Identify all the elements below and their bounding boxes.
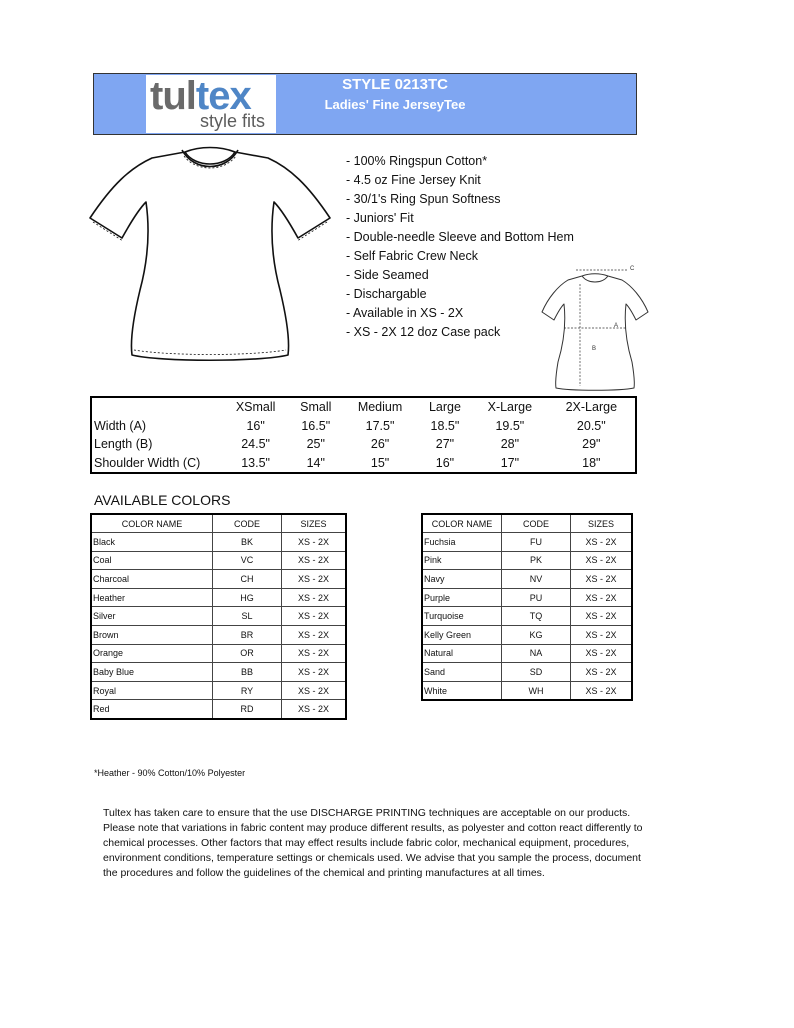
size-row bbox=[92, 435, 635, 454]
color-row bbox=[91, 681, 346, 700]
feature-item: - Side Seamed bbox=[346, 268, 429, 282]
color-name: Baby Blue bbox=[91, 663, 213, 682]
size-cell: 17" bbox=[500, 455, 520, 470]
color-code: PK bbox=[502, 551, 571, 570]
color-name: Orange bbox=[91, 644, 213, 663]
size-cell: 16" bbox=[435, 455, 455, 470]
label-b: B bbox=[592, 346, 597, 352]
color-row bbox=[91, 700, 346, 719]
color-name: Natural bbox=[422, 644, 502, 663]
color-name: Royal bbox=[91, 681, 213, 700]
feature-item: - Juniors' Fit bbox=[346, 211, 414, 225]
feature-item: - Available in XS - 2X bbox=[346, 306, 464, 320]
size-header-cell: XSmall bbox=[235, 400, 276, 415]
color-code: KG bbox=[502, 625, 571, 644]
size-cell: 27" bbox=[435, 437, 455, 452]
color-row bbox=[91, 625, 346, 644]
color-row bbox=[422, 533, 632, 552]
color-sizes: XS - 2X bbox=[571, 570, 633, 589]
color-code: FU bbox=[502, 533, 571, 552]
color-name: Navy bbox=[422, 570, 502, 589]
color-sizes: XS - 2X bbox=[571, 663, 633, 682]
size-cell: 17.5" bbox=[365, 418, 395, 433]
size-header-cell bbox=[92, 398, 222, 417]
size-header-cell: 2X-Large bbox=[565, 400, 618, 415]
color-row bbox=[91, 607, 346, 626]
size-cell: 16" bbox=[246, 418, 265, 433]
color-sizes: XS - 2X bbox=[571, 607, 633, 626]
color-row bbox=[422, 663, 632, 682]
color-code: CH bbox=[213, 570, 282, 589]
color-code: WH bbox=[502, 681, 571, 700]
color-row bbox=[422, 607, 632, 626]
color-code: RY bbox=[213, 681, 282, 700]
color-sizes: XS - 2X bbox=[571, 625, 633, 644]
color-sizes: XS - 2X bbox=[571, 588, 633, 607]
color-code: BR bbox=[213, 625, 282, 644]
color-sizes: XS - 2X bbox=[571, 533, 633, 552]
size-header-row bbox=[92, 398, 635, 417]
size-row-label: Width (A) bbox=[94, 418, 147, 433]
feature-item: - Dischargable bbox=[346, 287, 427, 301]
color-row bbox=[91, 533, 346, 552]
color-name: Silver bbox=[91, 607, 213, 626]
color-code-header: CODE bbox=[502, 514, 571, 533]
color-code: PU bbox=[502, 588, 571, 607]
color-table-left bbox=[90, 513, 347, 720]
color-code: NV bbox=[502, 570, 571, 589]
size-header-cell: Medium bbox=[357, 400, 403, 415]
color-code: VC bbox=[213, 551, 282, 570]
color-name: Sand bbox=[422, 663, 502, 682]
size-cell: 24.5" bbox=[241, 437, 270, 452]
color-sizes: XS - 2X bbox=[571, 551, 633, 570]
discharge-disclaimer: Tultex has taken care to ensure that the use DISCHARGE PRINTING techniques are acceptable on our products. Please note that variations in fabric content may produce different results, as polyester and cotton react differently to chemical processes. Other factors that may effect results include fabric color, mechanical equipment, procedures, environment conditions, temperature settings or chemicals used. We advise that you sample the process, document the procedures and follow the guidelines of the chemical and printing manufactures at all times. bbox=[103, 807, 643, 879]
color-row bbox=[422, 570, 632, 589]
size-cell: 25" bbox=[306, 437, 325, 452]
label-a: A bbox=[614, 323, 619, 329]
product-name: Ladies' Fine JerseyTee bbox=[324, 97, 466, 112]
color-name: Turquoise bbox=[422, 607, 502, 626]
feature-item: - 100% Ringspun Cotton* bbox=[346, 154, 488, 168]
size-cell: 19.5" bbox=[495, 418, 525, 433]
feature-item: - XS - 2X 12 doz Case pack bbox=[346, 325, 501, 339]
color-sizes: XS - 2X bbox=[282, 570, 347, 589]
color-sizes: XS - 2X bbox=[282, 551, 347, 570]
logo-wordmark: tultex bbox=[150, 74, 251, 118]
size-row bbox=[92, 417, 635, 436]
size-row-label: Length (B) bbox=[94, 437, 153, 452]
size-chart bbox=[90, 396, 637, 474]
colors-heading: AVAILABLE COLORS bbox=[94, 492, 231, 508]
measurement-diagram-icon bbox=[540, 262, 650, 392]
logo-tagline: style fits bbox=[200, 111, 266, 131]
size-cell: 18.5" bbox=[430, 418, 460, 433]
fabric-footnote: *Heather - 90% Cotton/10% Polyester bbox=[94, 768, 246, 778]
size-header-cell: X-Large bbox=[487, 400, 533, 415]
color-code: BK bbox=[213, 533, 282, 552]
color-code: OR bbox=[213, 644, 282, 663]
color-sizes: XS - 2X bbox=[282, 663, 347, 682]
color-code: NA bbox=[502, 644, 571, 663]
color-header-row bbox=[91, 514, 346, 533]
color-name: Red bbox=[91, 700, 213, 719]
color-sizes: XS - 2X bbox=[282, 681, 347, 700]
color-sizes-header: SIZES bbox=[571, 514, 633, 533]
color-row bbox=[422, 551, 632, 570]
size-cell: 20.5" bbox=[576, 418, 606, 433]
size-header-cell: Large bbox=[428, 400, 461, 415]
color-name: Black bbox=[91, 533, 213, 552]
color-row bbox=[91, 644, 346, 663]
color-name: Brown bbox=[91, 625, 213, 644]
color-sizes: XS - 2X bbox=[282, 644, 347, 663]
feature-item: - Self Fabric Crew Neck bbox=[346, 249, 478, 263]
size-cell: 28" bbox=[500, 437, 520, 452]
color-sizes: XS - 2X bbox=[571, 681, 633, 700]
color-name-header: COLOR NAME bbox=[91, 514, 213, 533]
size-cell: 15" bbox=[370, 455, 390, 470]
label-c: C bbox=[630, 266, 635, 272]
color-code: RD bbox=[213, 700, 282, 719]
color-name: Fuchsia bbox=[422, 533, 502, 552]
color-name: Pink bbox=[422, 551, 502, 570]
color-name: Charcoal bbox=[91, 570, 213, 589]
feature-item: - Double-needle Sleeve and Bottom Hem bbox=[346, 230, 574, 244]
feature-item: - 30/1's Ring Spun Softness bbox=[346, 192, 501, 206]
color-row bbox=[91, 588, 346, 607]
color-row bbox=[422, 625, 632, 644]
size-cell: 26" bbox=[370, 437, 390, 452]
style-number: STYLE 0213TC bbox=[342, 76, 448, 93]
color-code: SD bbox=[502, 663, 571, 682]
color-header-row bbox=[422, 514, 632, 533]
size-row bbox=[92, 454, 635, 473]
color-name: Heather bbox=[91, 588, 213, 607]
color-row bbox=[422, 588, 632, 607]
size-cell: 14" bbox=[306, 455, 325, 470]
size-cell: 13.5" bbox=[241, 455, 270, 470]
color-code-header: CODE bbox=[213, 514, 282, 533]
color-code: BB bbox=[213, 663, 282, 682]
color-row bbox=[422, 644, 632, 663]
color-code: HG bbox=[213, 588, 282, 607]
color-sizes: XS - 2X bbox=[571, 644, 633, 663]
size-cell: 16.5" bbox=[301, 418, 331, 433]
color-code: SL bbox=[213, 607, 282, 626]
color-name: Coal bbox=[91, 551, 213, 570]
color-row bbox=[422, 681, 632, 700]
color-sizes: XS - 2X bbox=[282, 607, 347, 626]
color-sizes: XS - 2X bbox=[282, 588, 347, 607]
size-cell: 29" bbox=[582, 437, 601, 452]
feature-item: - 4.5 oz Fine Jersey Knit bbox=[346, 173, 481, 187]
color-sizes: XS - 2X bbox=[282, 625, 347, 644]
color-name: Purple bbox=[422, 588, 502, 607]
color-table-right bbox=[421, 513, 633, 701]
color-row bbox=[91, 663, 346, 682]
color-name: Kelly Green bbox=[422, 625, 502, 644]
color-sizes: XS - 2X bbox=[282, 700, 347, 719]
tshirt-front-icon bbox=[90, 140, 330, 365]
size-header-cell: Small bbox=[300, 400, 332, 415]
color-sizes: XS - 2X bbox=[282, 533, 347, 552]
color-sizes-header: SIZES bbox=[282, 514, 347, 533]
color-name: White bbox=[422, 681, 502, 700]
size-cell: 18" bbox=[582, 455, 601, 470]
color-name-header: COLOR NAME bbox=[422, 514, 502, 533]
color-code: TQ bbox=[502, 607, 571, 626]
color-row bbox=[91, 551, 346, 570]
size-row-label: Shoulder Width (C) bbox=[94, 455, 201, 470]
color-row bbox=[91, 570, 346, 589]
